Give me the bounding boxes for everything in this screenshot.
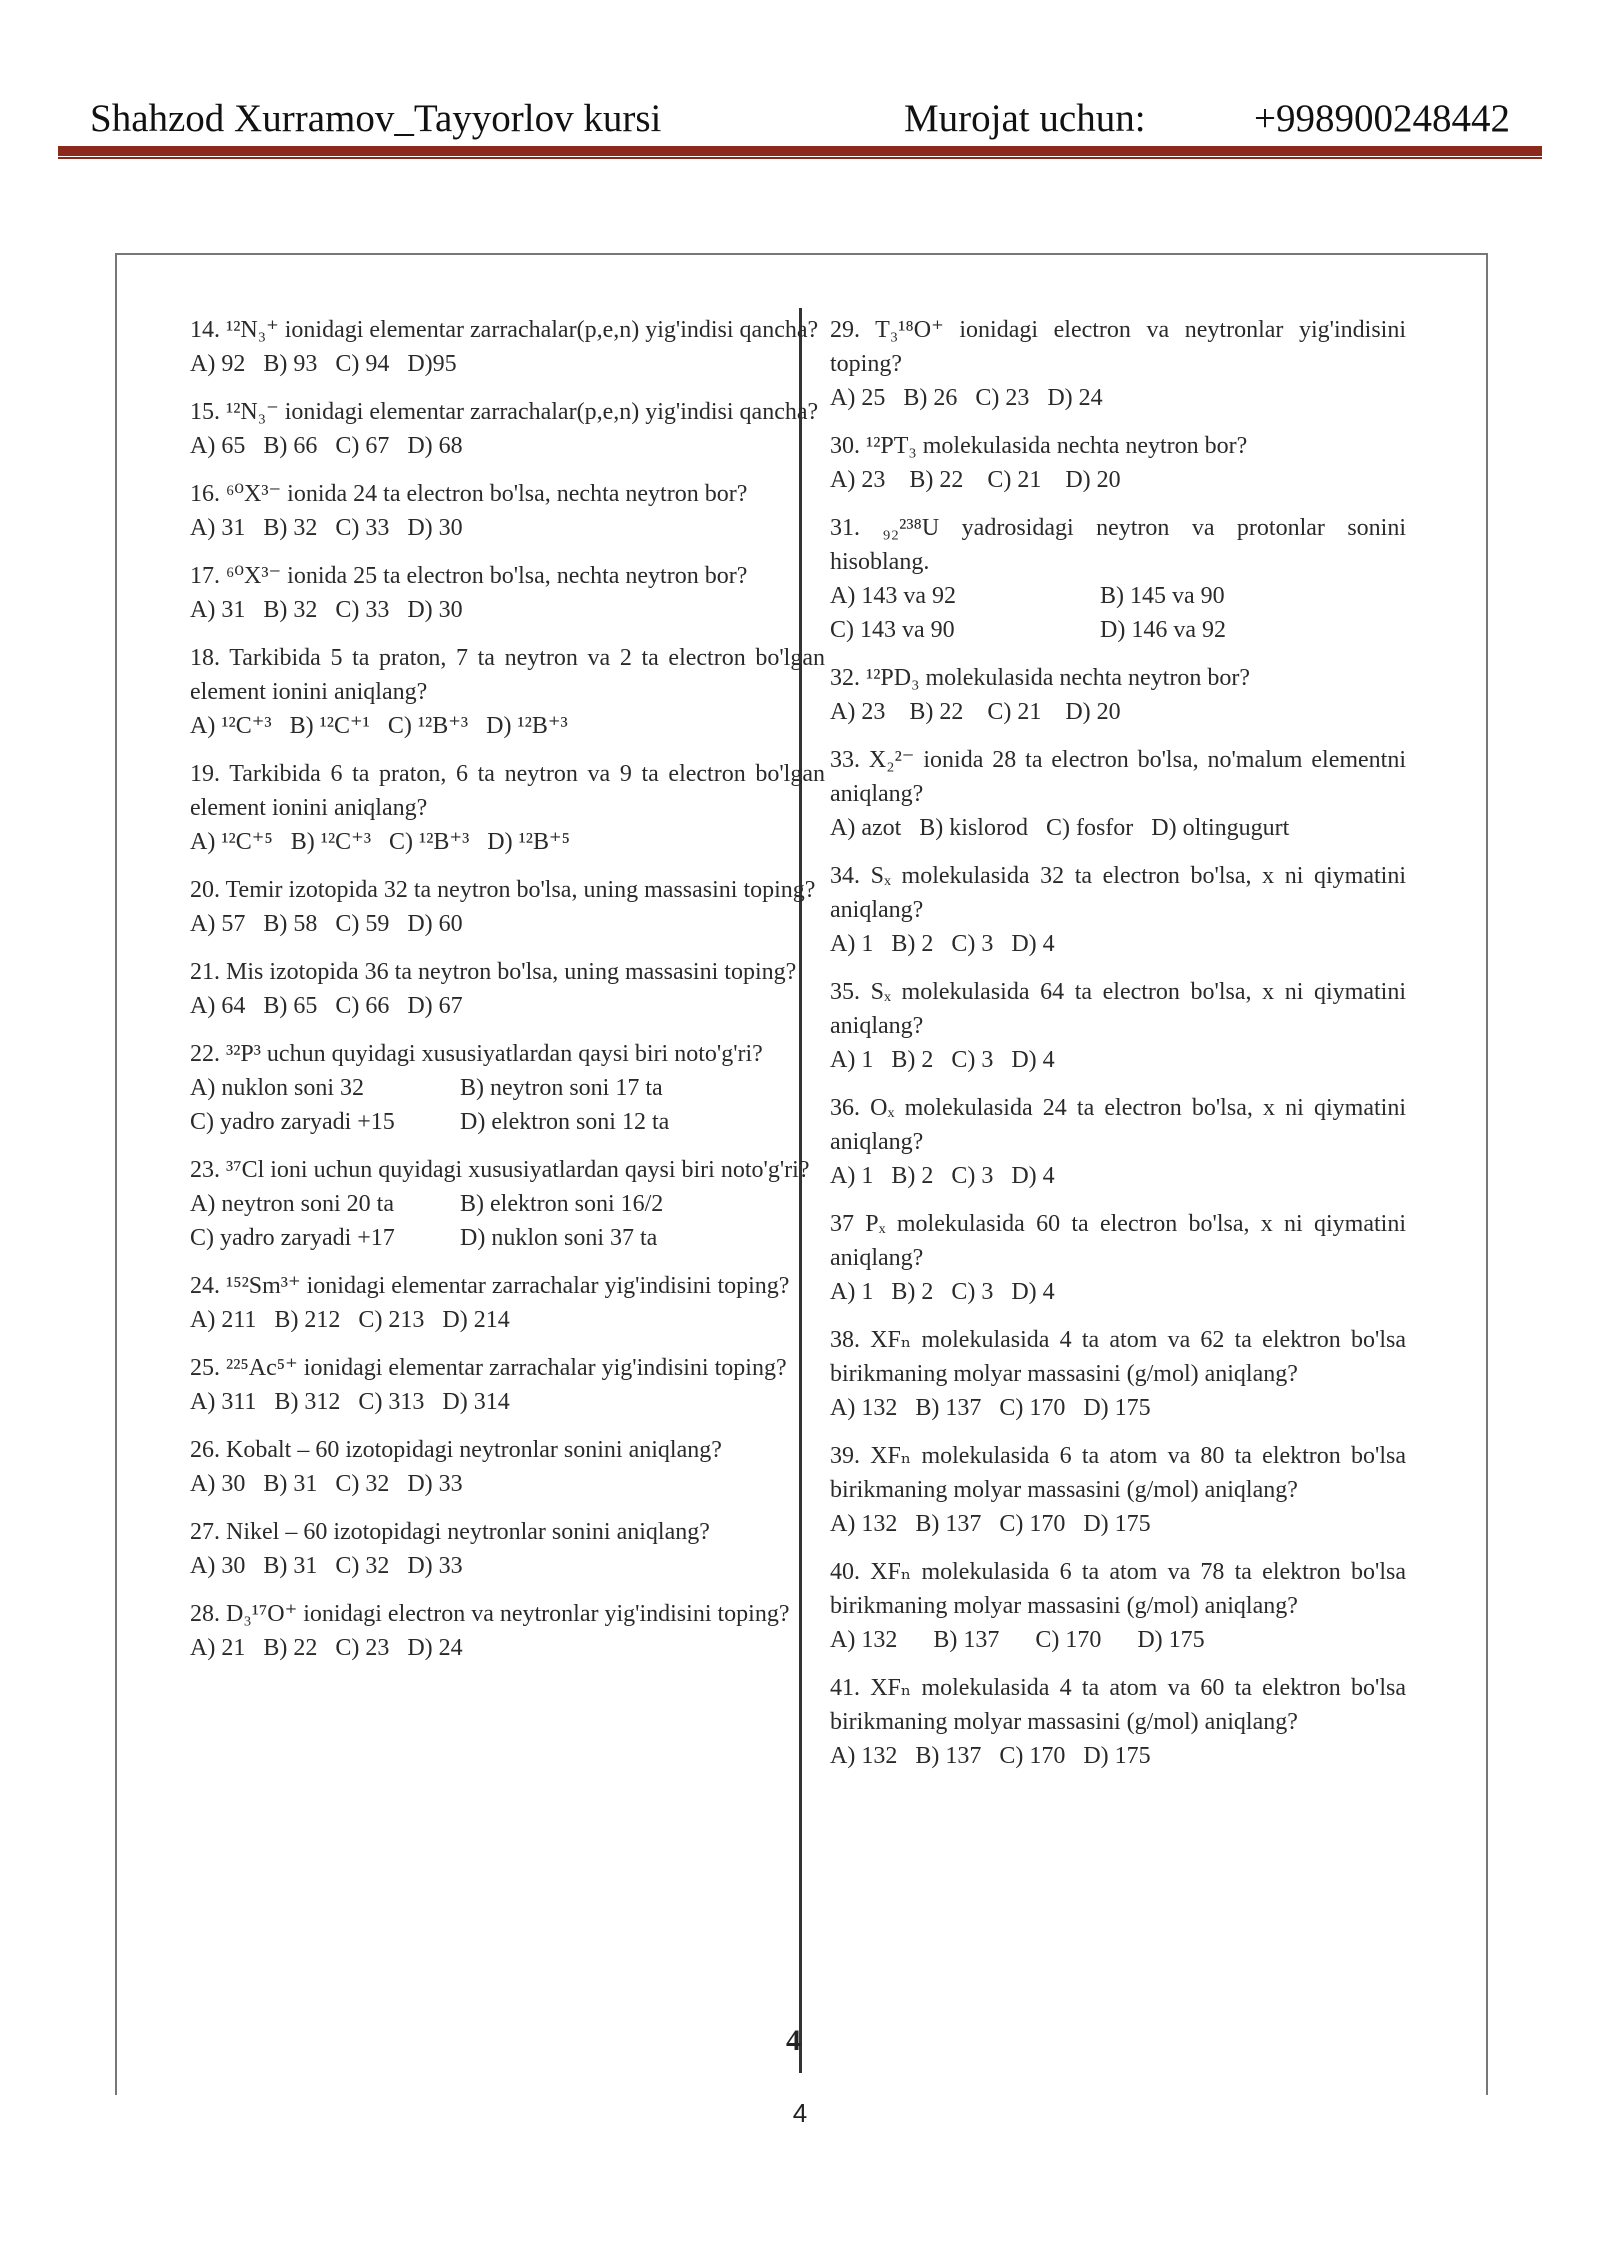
question-item xyxy=(830,859,1406,961)
question-item xyxy=(190,313,825,381)
question-item xyxy=(830,975,1406,1077)
answer-options: A) ¹²C⁺⁵ B) ¹²C⁺³ C) ¹²B⁺³ D) ¹²B⁺⁵ xyxy=(190,829,571,855)
question-text: 26. Kobalt – 60 izotopidagi neytronlar sonini aniqlang? xyxy=(190,1437,722,1463)
answer-options: A) 1 B) 2 C) 3 D) 4 xyxy=(830,1047,1055,1073)
answer-options: A) 23 B) 22 C) 21 D) 20 xyxy=(830,699,1121,725)
question-text: 38. XFₙ molekulasida 4 ta atom va 62 ta elektron bo'lsa birikmaning molyar massasini (g/mol) aniqlang? xyxy=(830,1327,1406,1387)
answer-options: A) 65 B) 66 C) 67 D) 68 xyxy=(190,433,463,459)
answer-option: C) yadro zaryadi +15 xyxy=(190,1109,395,1135)
question-text: 18. Tarkibida 5 ta praton, 7 ta neytron va 2 ta electron bo'lgan element ionini aniqlang? xyxy=(190,645,825,705)
question-item xyxy=(190,1037,825,1139)
question-text: 24. ¹⁵²Sm³⁺ ionidagi elementar zarrachalar yig'indisini toping? xyxy=(190,1273,790,1299)
question-text: 39. XFₙ molekulasida 6 ta atom va 80 ta elektron bo'lsa birikmaning molyar massasini (g/mol) aniqlang? xyxy=(830,1443,1406,1503)
question-text: 37 Pₓ molekulasida 60 ta electron bo'lsa, x ni qiymatini aniqlang? xyxy=(830,1211,1406,1271)
answer-options: A) 132 B) 137 C) 170 D) 175 xyxy=(830,1743,1151,1769)
question-item xyxy=(190,1515,825,1583)
question-text: 19. Tarkibida 6 ta praton, 6 ta neytron va 9 ta electron bo'lgan element ionini aniqlang? xyxy=(190,761,825,821)
question-item xyxy=(830,1207,1406,1309)
answer-options: A) ¹²C⁺³ B) ¹²C⁺¹ C) ¹²B⁺³ D) ¹²B⁺³ xyxy=(190,713,568,739)
answer-options: A) azot B) kislorod C) fosfor D) oltingugurt xyxy=(830,815,1290,841)
left-column xyxy=(190,313,825,1679)
question-text: 16. ⁶⁰X³⁻ ionida 24 ta electron bo'lsa, nechta neytron bor? xyxy=(190,481,748,507)
answer-options: A) 211 B) 212 C) 213 D) 214 xyxy=(190,1307,510,1333)
page-number: 4 xyxy=(792,2098,808,2128)
answer-option: D) nuklon soni 37 ta xyxy=(460,1225,658,1251)
question-item xyxy=(190,1433,825,1501)
answer-options: A) 57 B) 58 C) 59 D) 60 xyxy=(190,911,463,937)
question-text: 41. XFₙ molekulasida 4 ta atom va 60 ta elektron bo'lsa birikmaning molyar massasini (g/mol) aniqlang? xyxy=(830,1675,1406,1735)
question-text: 27. Nikel – 60 izotopidagi neytronlar sonini aniqlang? xyxy=(190,1519,710,1545)
question-item xyxy=(190,395,825,463)
header-author: Shahzod Xurramov_Tayyorlov kursi xyxy=(90,97,662,140)
header-phone: +998900248442 xyxy=(1254,97,1510,140)
question-item xyxy=(190,873,825,941)
question-text: 32. ¹²PD₃ molekulasida nechta neytron bor? xyxy=(830,665,1250,691)
question-text: 29. T₃¹⁸O⁺ ionidagi electron va neytronlar yig'indisini toping? xyxy=(830,317,1406,377)
question-text: 30. ¹²PT₃ molekulasida nechta neytron bor? xyxy=(830,433,1248,459)
question-text: 21. Mis izotopida 36 ta neytron bo'lsa, uning massasini toping? xyxy=(190,959,797,985)
answer-option: A) 143 va 92 xyxy=(830,583,956,609)
page-header xyxy=(58,92,1542,144)
question-text: 22. ³²P³ uchun quyidagi xususiyatlardan qaysi biri noto'g'ri? xyxy=(190,1041,763,1067)
answer-option: C) 143 va 90 xyxy=(830,617,955,643)
question-item xyxy=(190,1269,825,1337)
question-item xyxy=(830,1671,1406,1773)
answer-options-grid xyxy=(190,1187,825,1255)
answer-options: A) 31 B) 32 C) 33 D) 30 xyxy=(190,515,463,541)
answer-option: B) elektron soni 16/2 xyxy=(460,1191,664,1217)
question-item xyxy=(190,1351,825,1419)
scanned-page-number: 4 xyxy=(786,2024,801,2057)
answer-option: D) 146 va 92 xyxy=(1100,617,1226,643)
answer-options: A) 132 B) 137 C) 170 D) 175 xyxy=(830,1395,1151,1421)
question-item xyxy=(190,1153,825,1255)
question-text: 25. ²²⁵Ac⁵⁺ ionidagi elementar zarrachalar yig'indisini toping? xyxy=(190,1355,787,1381)
answer-options: A) 31 B) 32 C) 33 D) 30 xyxy=(190,597,463,623)
question-item xyxy=(190,559,825,627)
answer-option: D) elektron soni 12 ta xyxy=(460,1109,670,1135)
question-item xyxy=(830,1091,1406,1193)
question-text: 35. Sₓ molekulasida 64 ta electron bo'lsa, x ni qiymatini aniqlang? xyxy=(830,979,1406,1039)
question-text: 17. ⁶⁰X³⁻ ionida 25 ta electron bo'lsa, nechta neytron bor? xyxy=(190,563,748,589)
question-item xyxy=(830,661,1406,729)
question-text: 40. XFₙ molekulasida 6 ta atom va 78 ta elektron bo'lsa birikmaning molyar massasini (g/mol) aniqlang? xyxy=(830,1559,1406,1619)
question-item xyxy=(830,313,1406,415)
question-item xyxy=(830,743,1406,845)
answer-option: A) neytron soni 20 ta xyxy=(190,1191,394,1217)
question-item xyxy=(830,429,1406,497)
question-text: 33. X₂²⁻ ionida 28 ta electron bo'lsa, no'malum elementni aniqlang? xyxy=(830,747,1406,807)
answer-options-grid xyxy=(830,579,1406,647)
right-column xyxy=(830,313,1406,1787)
answer-option: A) nuklon soni 32 xyxy=(190,1075,364,1101)
answer-options: A) 23 B) 22 C) 21 D) 20 xyxy=(830,467,1121,493)
question-item xyxy=(190,641,825,743)
question-item xyxy=(190,477,825,545)
question-item xyxy=(190,1597,825,1665)
answer-option: B) 145 va 90 xyxy=(1100,583,1225,609)
answer-option: C) yadro zaryadi +17 xyxy=(190,1225,395,1251)
question-item xyxy=(830,1555,1406,1657)
question-text: 23. ³⁷Cl ioni uchun quyidagi xususiyatlardan qaysi biri noto'g'ri? xyxy=(190,1157,810,1183)
question-item xyxy=(830,1439,1406,1541)
question-text: 34. Sₓ molekulasida 32 ta electron bo'lsa, x ni qiymatini aniqlang? xyxy=(830,863,1406,923)
answer-options: A) 92 B) 93 C) 94 D)95 xyxy=(190,351,457,377)
answer-options: A) 1 B) 2 C) 3 D) 4 xyxy=(830,1163,1055,1189)
question-item xyxy=(830,1323,1406,1425)
question-text: 15. ¹²N₃⁻ ionidagi elementar zarrachalar(p,e,n) yig'indisi qancha? xyxy=(190,399,819,425)
question-text: 36. Oₓ molekulasida 24 ta electron bo'lsa, x ni qiymatini aniqlang? xyxy=(830,1095,1406,1155)
question-text: 28. D₃¹⁷O⁺ ionidagi electron va neytronlar yig'indisini toping? xyxy=(190,1601,790,1627)
question-text: 14. ¹²N₃⁺ ionidagi elementar zarrachalar(p,e,n) yig'indisi qancha? xyxy=(190,317,819,343)
answer-options-grid xyxy=(190,1071,825,1139)
question-item xyxy=(830,511,1406,647)
answer-options: A) 1 B) 2 C) 3 D) 4 xyxy=(830,1279,1055,1305)
answer-options: A) 30 B) 31 C) 32 D) 33 xyxy=(190,1471,463,1497)
question-text: 20. Temir izotopida 32 ta neytron bo'lsa, uning massasini toping? xyxy=(190,877,816,903)
answer-options: A) 132 B) 137 C) 170 D) 175 xyxy=(830,1627,1205,1653)
answer-options: A) 64 B) 65 C) 66 D) 67 xyxy=(190,993,463,1019)
answer-options: A) 25 B) 26 C) 23 D) 24 xyxy=(830,385,1103,411)
answer-options: A) 1 B) 2 C) 3 D) 4 xyxy=(830,931,1055,957)
answer-options: A) 311 B) 312 C) 313 D) 314 xyxy=(190,1389,510,1415)
answer-options: A) 132 B) 137 C) 170 D) 175 xyxy=(830,1511,1151,1537)
question-text: 31. ₉₂²³⁸U yadrosidagi neytron va protonlar sonini hisoblang. xyxy=(830,515,1406,575)
answer-options: A) 30 B) 31 C) 32 D) 33 xyxy=(190,1553,463,1579)
header-rule xyxy=(58,146,1542,156)
header-contact-label: Murojat uchun: xyxy=(904,97,1146,140)
question-item xyxy=(190,955,825,1023)
answer-option: B) neytron soni 17 ta xyxy=(460,1075,663,1101)
answer-options: A) 21 B) 22 C) 23 D) 24 xyxy=(190,1635,463,1661)
question-item xyxy=(190,757,825,859)
